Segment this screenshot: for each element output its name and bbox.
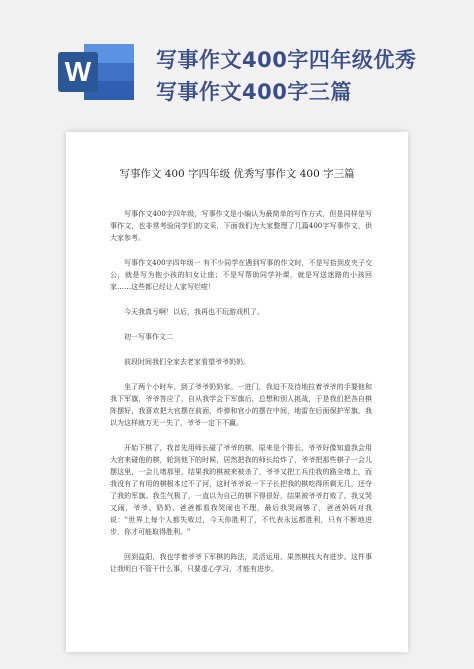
paragraph: 今天我真亏啊！以后，我再也不玩游戏机了。 <box>124 308 264 316</box>
paragraph: 写事作文400字四年级，写事作文是小编认为最简单的写作方式，但是同样是写事作文，也非常考验同学们的文采，下面我们为大家整理了几篇400字写事作文，供大家参考。 <box>110 210 372 242</box>
page-title-line-1: 写事作文400字四年级优秀 <box>156 48 417 72</box>
document-body <box>110 208 372 588</box>
paragraph: 初一写事作文二 <box>124 333 173 341</box>
paragraph: 前段时间我们全家去老家看望爷爷奶奶。 <box>124 358 250 366</box>
paragraph: 坐了两个小时车，到了爷爷奶奶家。一进门，我迫不及待地拉着爷爷的手要他和我下军旗，爷爷答应了，自从我学会下军旗后，总想和别人挑战，于是我们把各自棋阵摆好，我喜欢把大官摆在前面，炸弹和官小的摆在中间，地雷在后面保护军旗，我以为这样就万无一失了，爷爷一定下不赢。 <box>110 383 372 427</box>
word-icon-letter: W <box>64 56 92 87</box>
document-page <box>66 132 408 652</box>
paragraph: 回到益阳，我也学着爷爷下军棋的阵法，灵活运用、果然棋技大有进步。这件事让我明白不管干什么事，只要虚心学习，才能有进步。 <box>110 553 372 573</box>
word-icon <box>58 38 138 104</box>
page-header <box>0 0 474 118</box>
document-title: 写事作文 400 字四年级 优秀写事作文 400 字三篇 <box>119 168 355 180</box>
paragraph: 写事作文400字四年级一 有不少同学在遇到写事的作文时，不是写拾到皮夹子交公，就是写为抱小孩的妇女让座；不是写帮助同学补课，就是写送迷路的小孩回家……这些都已经让人家写烂啦！ <box>110 259 372 291</box>
paragraph: 开始下棋了，我首先用师长碰了爷爷的棋，原来是个排长，爷爷好像知道我会用大官来碰他的棋，轮到他下的时候，居然把我的师长给炸了，爷爷把那些棋子一会儿摆这里，一会儿堵那里，结果我的棋被来被杀了，爷爷又把工兵往我的路全堵上，而我没有了有用的棋根本过不了河，这时爷爷说一下子长把我的棋吃得所剩无几，还夺了我的军旗。我生气极了，一直以为自己的棋下得很好，结果被爷爷打败了。我又哭又闹，爷爷、奶奶、爸爸都看我哭闹也不理，最后我哭闹够了，爸爸妈妈对我说："世界上每个人都失败过，今天你胜利了，不代表永远都胜利，只有不断地进步，你才可能取得胜利。" <box>110 444 372 536</box>
page-title-line-2: 写事作文400字三篇 <box>156 80 352 104</box>
